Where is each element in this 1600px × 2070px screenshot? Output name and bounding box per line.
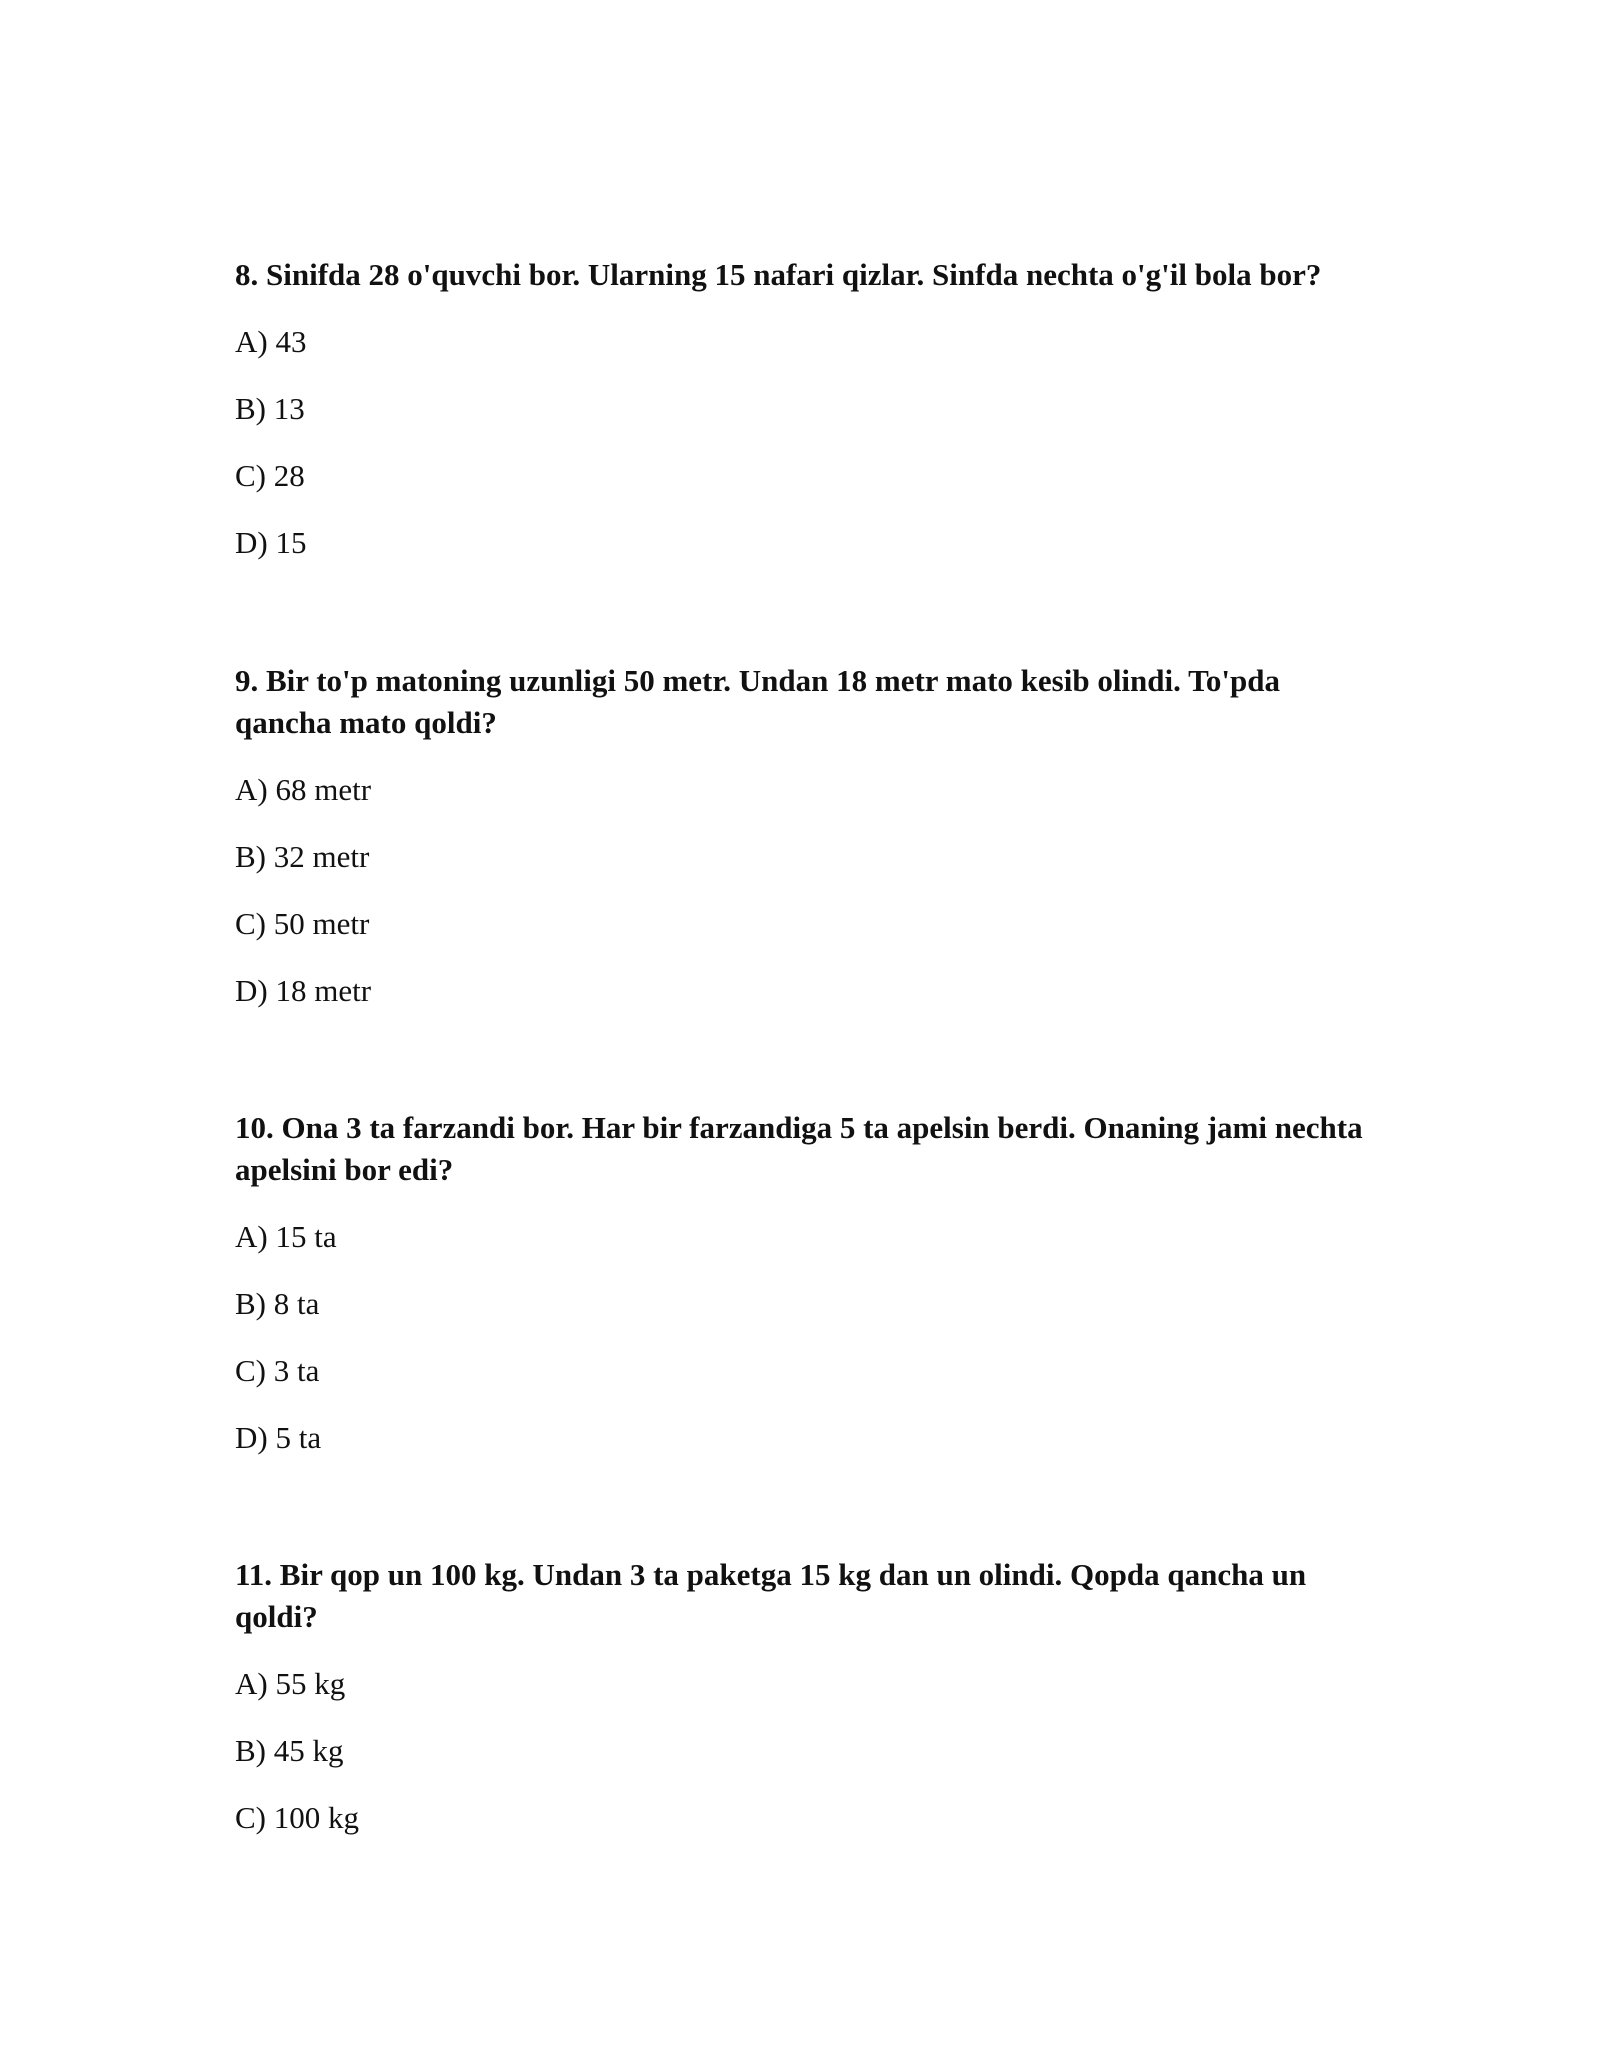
question-11 [235,1554,1365,1864]
option-c: C) 100 kg [235,1800,359,1835]
option-c: C) 3 ta [235,1353,320,1388]
question-9 [235,660,1365,1037]
answer-options [235,1663,1365,1864]
option-b: B) 8 ta [235,1286,320,1321]
question-text: 9. Bir to'p matoning uzunligi 50 metr. Undan 18 metr mato kesib olindi. To'pda qancha mato qoldi? [235,663,1281,740]
option-a: A) 55 kg [235,1666,346,1701]
question-text: 11. Bir qop un 100 kg. Undan 3 ta paketga 15 kg dan un olindi. Qopda qancha un qoldi? [235,1557,1307,1634]
question-8 [235,254,1365,589]
option-c: C) 50 metr [235,906,370,941]
option-b: B) 45 kg [235,1733,344,1768]
option-c: C) 28 [235,458,305,493]
question-text: 10. Ona 3 ta farzandi bor. Har bir farzandiga 5 ta apelsin berdi. Onaning jami nechta apelsini bor edi? [235,1110,1363,1187]
answer-options [235,321,1365,589]
option-d: D) 15 [235,525,307,560]
question-10 [235,1107,1365,1484]
answer-options [235,1216,1365,1484]
option-a: A) 43 [235,324,307,359]
option-d: D) 18 metr [235,973,372,1008]
option-a: A) 15 ta [235,1219,337,1254]
option-d: D) 5 ta [235,1420,322,1455]
option-b: B) 32 metr [235,839,370,874]
answer-options [235,769,1365,1037]
option-a: A) 68 metr [235,772,372,807]
option-b: B) 13 [235,391,305,426]
question-text: 8. Sinifda 28 o'quvchi bor. Ularning 15 nafari qizlar. Sinfda nechta o'g'il bola bor? [235,257,1322,292]
